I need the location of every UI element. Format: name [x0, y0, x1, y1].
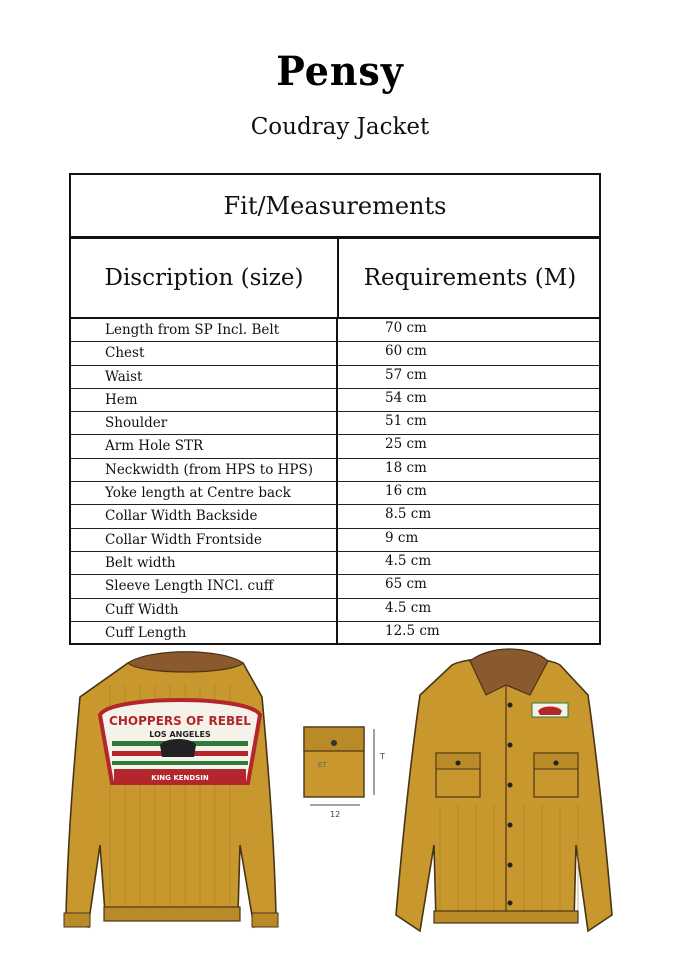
product-title: Coudray Jacket: [250, 114, 430, 140]
column-divider: [336, 481, 338, 505]
table-row: [71, 435, 599, 458]
measurement-description: Cuff Width: [105, 601, 179, 618]
pocket-width-label: 12: [330, 810, 341, 819]
pocket-inner-label: ET: [318, 761, 327, 769]
measurement-value: 4.5 cm: [385, 599, 432, 616]
header-description: Discription (size): [104, 265, 304, 291]
patch-text-bottom: KING KENDSIN: [151, 774, 209, 782]
measurement-value: 65 cm: [385, 576, 427, 593]
table-row: [71, 412, 599, 435]
table-row: [71, 529, 599, 552]
table-row: [71, 319, 599, 342]
patch-text-middle: LOS ANGELES: [149, 730, 211, 739]
measurement-description: Length from SP Incl. Belt: [105, 322, 280, 338]
table-row: [71, 459, 599, 482]
column-divider: [336, 365, 338, 389]
column-divider: [336, 434, 338, 458]
measurement-value: 54 cm: [385, 389, 427, 406]
column-divider: [336, 388, 338, 412]
column-divider: [336, 318, 338, 342]
measurement-value: 9 cm: [385, 529, 419, 546]
measurement-value: 70 cm: [385, 320, 427, 336]
measurement-description: Hem: [105, 391, 138, 408]
table-row: [71, 552, 599, 575]
measurement-description: Shoulder: [105, 415, 168, 432]
column-divider: [336, 341, 338, 365]
column-divider: [336, 551, 338, 575]
measurement-value: 25 cm: [385, 436, 427, 453]
measurement-description: Cuff Length: [105, 624, 187, 641]
column-divider: [336, 504, 338, 528]
table-row: [71, 505, 599, 528]
jacket-back-view: [64, 652, 278, 927]
measurement-value: 8.5 cm: [385, 506, 432, 523]
brand-logo: Pensy: [276, 48, 404, 95]
measurement-description: Arm Hole STR: [105, 438, 204, 455]
table-row: [71, 575, 599, 598]
column-divider: [336, 458, 338, 482]
table-row: [71, 482, 599, 505]
measurement-description: Sleeve Length INCl. cuff: [105, 578, 274, 595]
table-row: [71, 622, 599, 645]
column-divider: [336, 598, 338, 622]
measurement-value: 60 cm: [385, 343, 427, 360]
table-row: [71, 366, 599, 389]
measurement-value: 18 cm: [385, 459, 427, 476]
table-header: [71, 239, 599, 319]
column-divider: [336, 621, 338, 645]
measurement-sheet: [69, 173, 601, 645]
pocket-height-label: T: [380, 752, 385, 761]
measurement-description: Chest: [105, 345, 145, 362]
column-divider: [336, 528, 338, 552]
sheet-title: Fit/Measurements: [71, 175, 599, 239]
measurement-description: Collar Width Backside: [105, 508, 258, 525]
measurement-description: Waist: [105, 368, 143, 385]
table-row: [71, 389, 599, 412]
measurement-description: Yoke length at Centre back: [105, 485, 291, 502]
measurement-value: 4.5 cm: [385, 552, 432, 569]
table-row: [71, 342, 599, 365]
header-requirements: Requirements (M): [337, 239, 601, 317]
measurement-description: Neckwidth (from HPS to HPS): [105, 461, 314, 478]
column-divider: [336, 411, 338, 435]
measurement-description: Belt width: [105, 554, 176, 571]
table-row: [71, 599, 599, 622]
measurement-value: 51 cm: [385, 413, 427, 430]
patch-text-top: CHOPPERS OF REBEL: [109, 714, 251, 728]
measurement-description: Collar Width Frontside: [105, 531, 262, 548]
column-divider: [336, 574, 338, 598]
measurement-value: 12.5 cm: [385, 622, 440, 639]
jacket-front-view: [396, 649, 612, 931]
measurement-value: 16 cm: [385, 483, 427, 500]
measurement-rows: [71, 319, 599, 645]
measurement-value: 57 cm: [385, 366, 427, 383]
pocket-detail: [304, 727, 385, 819]
jacket-illustrations: [0, 645, 680, 962]
